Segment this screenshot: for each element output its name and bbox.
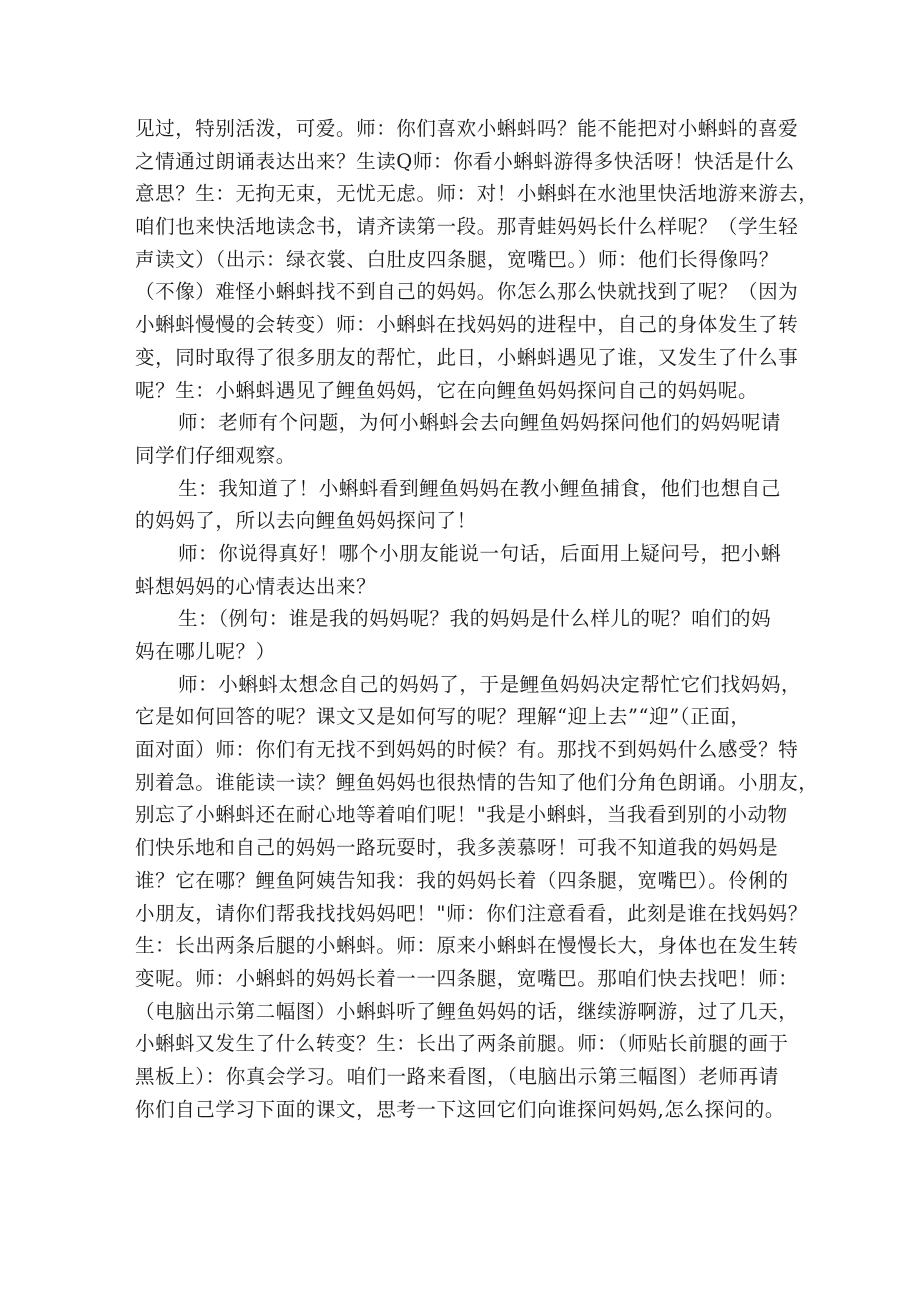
text-line: 黑板上）：你真会学习。咱们一路来看图，（电脑出示第三幅图）老师再请 — [135, 1064, 779, 1088]
text-line: 生：长出两条后腿的小蝌蚪。师：原来小蝌蚪在慢慢长大，身体也在发生转 — [135, 934, 799, 958]
text-line: 别着急。谁能读一读？鲤鱼妈妈也很热情的告知了他们分角色朗诵。小朋友， — [135, 770, 819, 794]
text-line: 之情通过朗诵表达出来？生读Q师：你看小蝌蚪游得多快活呀！快活是什么 — [135, 149, 795, 173]
text-line: 面对面）师：你们有无找不到妈妈的时候？有。那找不到妈妈什么感受？特 — [135, 738, 799, 762]
text-line: 别忘了小蝌蚪还在耐心地等着咱们呢！"我是小蝌蚪，当我看到别的小动物 — [135, 803, 788, 827]
text-line: 意思？生：无拘无束，无忧无虑。师：对！小蝌蚪在水池里快活地游来游去， — [135, 182, 819, 206]
text-line: 它是如何回答的呢？课文又是如何写的呢？理解“迎上去”“迎”（正面， — [135, 705, 751, 729]
text-line: 谁？它在哪？鲤鱼阿姨告知我：我的妈妈长着（四条腿，宽嘴巴）。伶俐的 — [135, 868, 789, 892]
text-line: 呢？生：小蝌蚪遇见了鲤鱼妈妈，它在向鲤鱼妈妈探问自己的妈妈呢。 — [135, 378, 759, 402]
text-line: 变呢。师：小蝌蚪的妈妈长着一一四条腿，宽嘴巴。那咱们快去找吧！师： — [135, 966, 799, 990]
text-line: 的妈妈了，所以去向鲤鱼妈妈探问了！ — [135, 509, 477, 533]
text-line: 生：（例句：谁是我的妈妈呢？我的妈妈是什么样儿的呢？咱们的妈 — [178, 607, 772, 631]
text-line: 小蝌蚪又发生了什么转变？生：长出了两条前腿。师：（师贴长前腿的画于 — [135, 1032, 789, 1056]
text-line: 变，同时取得了很多朋友的帮忙，此日，小蝌蚪遇见了谁，又发生了什么事 — [135, 345, 799, 369]
text-line: 声读文）（出示：绿衣裳、白肚皮四条腿，宽嘴巴。）师：他们长得像吗？ — [135, 247, 779, 271]
text-line: 你们自己学习下面的课文，思考一下这回它们向谁探问妈妈,怎么探问的。 — [135, 1097, 785, 1121]
text-line: 们快乐地和自己的妈妈一路玩耍时，我多羡慕呀！可我不知道我的妈妈是 — [135, 836, 779, 860]
text-line: 妈在哪儿呢？） — [135, 640, 276, 663]
text-line: 咱们也来快活地读念书，请齐读第一段。那青蛙妈妈长什么样呢？（学生轻 — [135, 215, 799, 239]
text-line: 蚪想妈妈的心情表达出来？ — [135, 574, 377, 598]
text-line: 小朋友，请你们帮我找找妈妈吧！"师：你们注意看看，此刻是谁在找妈妈？ — [135, 901, 808, 925]
text-line: 师：小蝌蚪太想念自己的妈妈了，于是鲤鱼妈妈决定帮忙它们找妈妈， — [178, 672, 802, 696]
text-line: （电脑出示第二幅图）小蝌蚪听了鲤鱼妈妈的话，继续游啊游，过了几天， — [135, 999, 799, 1023]
text-line: 师：老师有个问题，为何小蝌蚪会去向鲤鱼妈妈探问他们的妈妈呢请 — [178, 411, 782, 435]
text-line: 同学们仔细观察。 — [135, 443, 296, 467]
text-line: 见过，特别活泼，可爱。师：你们喜欢小蝌蚪吗？能不能把对小蝌蚪的喜爱 — [135, 117, 799, 140]
text-line: 生：我知道了！小蝌蚪看到鲤鱼妈妈在教小鲤鱼捕食，他们也想自己 — [178, 476, 782, 500]
document-body — [135, 113, 819, 1126]
text-line: （不像）难怪小蝌蚪找不到自己的妈妈。你怎么那么快就找到了呢？（因为 — [135, 280, 799, 304]
text-line: 师：你说得真好！哪个小朋友能说一句话，后面用上疑问号，把小蝌 — [178, 541, 782, 565]
text-line: 小蝌蚪慢慢的会转变）师：小蝌蚪在找妈妈的进程中，自己的身体发生了转 — [135, 313, 799, 337]
